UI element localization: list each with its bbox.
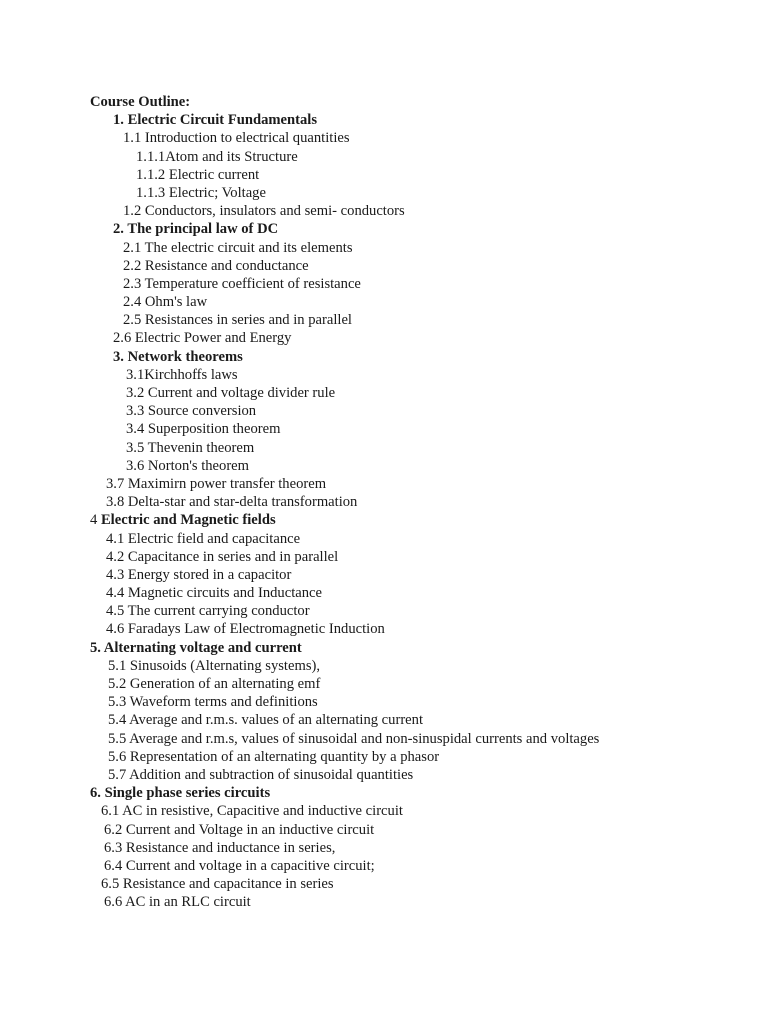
outline-item: 2.5 Resistances in series and in parallel [123,312,352,329]
outline-item: 2.1 The electric circuit and its elements [123,239,353,256]
outline-item: 1.1.1Atom and its Structure [136,148,298,165]
outline-item: 3.6 Norton's theorem [126,457,250,474]
outline-item: 6.2 Current and Voltage in an inductive circuit [104,821,375,838]
outline-item: 6.4 Current and voltage in a capacitive circuit; [104,857,375,874]
outline-item: 4.2 Capacitance in series and in parallel [106,548,339,565]
outline-item: 6.6 AC in an RLC circuit [104,894,251,911]
section-5-heading: 5. Alternating voltage and current [90,639,302,656]
outline-item: 2.4 Ohm's law [123,294,208,311]
outline-item: 5.6 Representation of an alternating quantity by a phasor [108,748,440,765]
outline-item: 6.1 AC in resistive, Capacitive and inductive circuit [101,803,403,820]
outline-item: 5.2 Generation of an alternating emf [108,676,321,692]
outline-item: 4.3 Energy stored in a capacitor [106,566,292,583]
outline-item: 4.6 Faradays Law of Electromagnetic Induction [106,621,385,638]
outline-item: 5.7 Addition and subtraction of sinusoidal quantities [108,766,414,783]
outline-item: 6.3 Resistance and inductance in series, [104,839,336,856]
outline-item: 2.2 Resistance and conductance [123,257,309,274]
outline-item: 3.1Kirchhoffs laws [126,366,238,383]
section-3-heading: 3. Network theorems [113,348,243,365]
outline-item: 3.7 Maximirn power transfer theorem [106,475,327,492]
section-6-heading: 6. Single phase series circuits [90,785,271,802]
outline-heading: Course Outline: [90,94,191,110]
outline-item: 3.2 Current and voltage divider rule [126,385,336,401]
outline-item: 5.1 Sinusoids (Alternating systems), [108,657,321,674]
outline-item: 1.1.3 Electric; Voltage [136,184,266,201]
outline-item: 2.3 Temperature coefficient of resistance [123,275,361,292]
outline-item: 1.1.2 Electric current [136,166,260,183]
section-4-heading [0,511,768,529]
course-outline-document [0,93,768,911]
outline-item: 5.5 Average and r.m.s, values of sinusoidal and non-sinuspidal currents and voltages [108,730,600,747]
outline-item: 4.5 The current carrying conductor [106,603,310,620]
section-4-number: 4 [90,512,101,529]
outline-item: 4.1 Electric field and capacitance [106,530,301,547]
outline-item: 4.4 Magnetic circuits and Inductance [106,585,322,602]
section-1-heading: 1. Electric Circuit Fundamentals [113,112,318,129]
outline-item: 3.8 Delta-star and star-delta transformation [106,494,358,511]
section-2-heading: 2. The principal law of DC [113,221,279,238]
outline-item: 5.4 Average and r.m.s. values of an alternating current [108,712,424,729]
outline-item: 1.2 Conductors, insulators and semi- conductors [123,203,405,220]
section-4-title: Electric and Magnetic fields [100,512,276,529]
outline-item: 3.4 Superposition theorem [126,421,281,438]
outline-item: 1.1 Introduction to electrical quantities [123,130,350,147]
outline-item: 3.5 Thevenin theorem [126,439,255,456]
outline-item: 6.5 Resistance and capacitance in series [101,876,334,893]
outline-item: 3.3 Source conversion [126,403,257,420]
outline-item: 5.3 Waveform terms and definitions [108,694,318,711]
outline-item: 2.6 Electric Power and Energy [113,330,292,347]
